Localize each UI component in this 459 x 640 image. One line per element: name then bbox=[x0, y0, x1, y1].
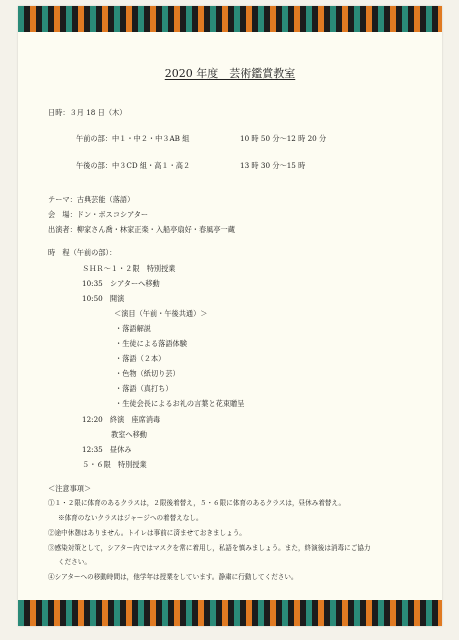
note-item: ②途中休憩はありません。トイレは事前に済ませておきましょう。 bbox=[48, 529, 246, 537]
program-item: ・落語（真打ち） bbox=[115, 384, 173, 393]
document-body bbox=[18, 6, 442, 626]
schedule-header: 時 程（午前の部）： bbox=[48, 248, 117, 257]
schedule-item: 12:20 終演 座席消毒 bbox=[82, 415, 161, 424]
program-item: ・生徒会長によるお礼の言葉と花束贈呈 bbox=[115, 399, 245, 408]
document-page bbox=[18, 6, 442, 626]
performers-line: 出演者：柳家さん喬・林家正楽・入船亭扇好・春風亭一蔵 bbox=[48, 225, 235, 234]
pm-session-time: 13 時 30 分〜15 時 bbox=[240, 161, 306, 170]
note-item: ④シアターへの移動時間は，他学年は授業をしています。静粛に行動してください。 bbox=[48, 573, 298, 581]
program-item: ・落語解説 bbox=[115, 324, 151, 333]
program-item: ・色物（紙切り芸） bbox=[115, 369, 180, 378]
schedule-program-header: ＜演目（午前・午後共通）＞ bbox=[114, 309, 208, 318]
program-item: ・落語（２本） bbox=[115, 354, 166, 363]
program-item: ・生徒による落語体験 bbox=[115, 339, 187, 348]
am-session-time: 10 時 50 分〜12 時 20 分 bbox=[240, 134, 327, 143]
note-item: ①１・２限に体育のあるクラスは，２限後着替え，５・６限に体育のあるクラスは，昼休み着替え。 bbox=[48, 499, 346, 507]
schedule-item: ＳＨＲ〜１・２限 特別授業 bbox=[82, 264, 176, 273]
schedule-item: 10:50 開演 bbox=[82, 294, 125, 303]
pm-session-label: 午後の部：中３CD 組・高１・高２ bbox=[76, 161, 191, 170]
event-date: 日時：３月 18 日（木） bbox=[48, 108, 127, 117]
document-title: 2020 年度 芸術鑑賞教室 bbox=[164, 67, 296, 80]
schedule-item: 10:35 シアターへ移動 bbox=[82, 279, 160, 288]
theme-line: テーマ：古典芸能（落語） bbox=[48, 195, 135, 204]
am-session-label: 午前の部：中１・中２・中３AB 組 bbox=[76, 134, 190, 143]
note-item: ③感染対策として，シアター内ではマスクを常に着用し，私語を慎みましょう。また，終演後は消毒にご協力 bbox=[48, 544, 371, 552]
venue-line: 会 場：ドン・ボスコシアター bbox=[48, 210, 149, 219]
schedule-item: ５・６限 特別授業 bbox=[82, 460, 147, 469]
schedule-item: 12:35 昼休み bbox=[82, 445, 132, 454]
note-item: ※体育のないクラスはジャージへの着替えなし。 bbox=[58, 514, 203, 522]
schedule-item: 教室へ移動 bbox=[111, 430, 147, 439]
notes-header: ＜注意事項＞ bbox=[48, 484, 92, 493]
note-item: ください。 bbox=[58, 558, 91, 566]
